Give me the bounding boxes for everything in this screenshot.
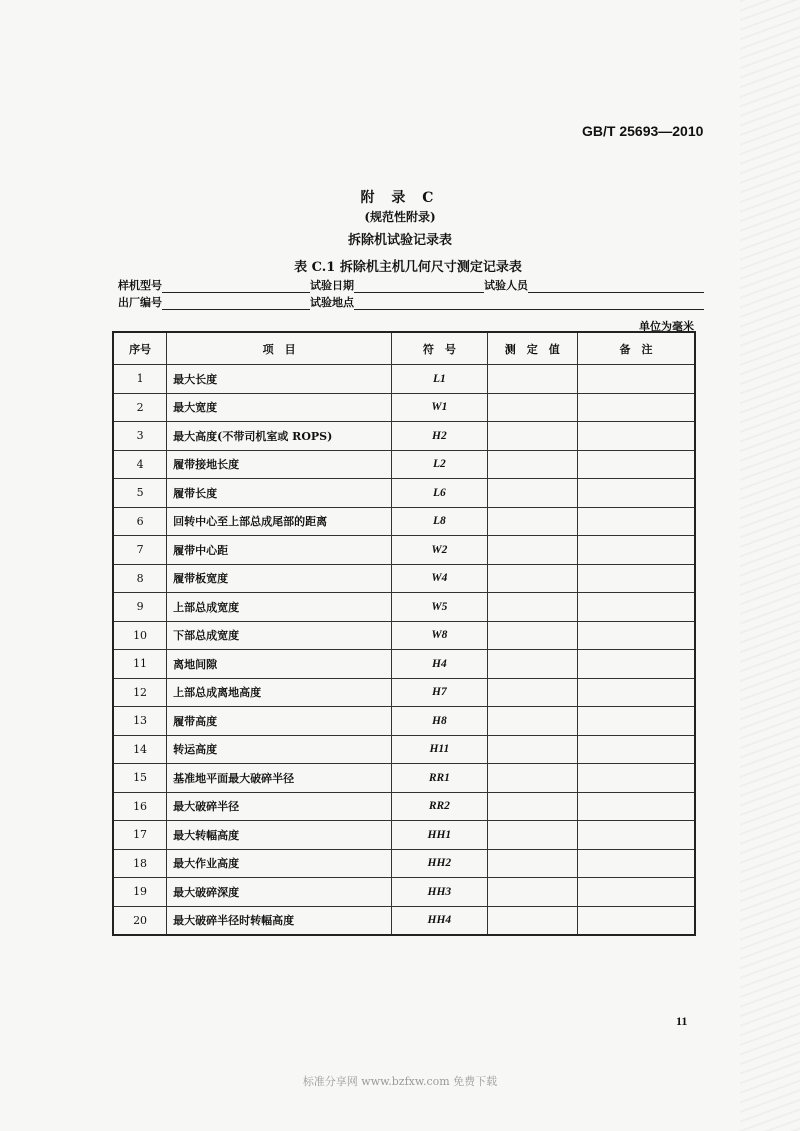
header-remark: 备 注 [578,332,695,365]
row-symbol: H8 [392,707,487,736]
row-remark-cell[interactable] [578,593,695,622]
field-line-test-date[interactable] [354,280,484,293]
field-line-location[interactable] [354,297,704,310]
table-row [113,593,695,622]
table-row [113,422,695,451]
row-value-cell[interactable] [487,365,577,394]
row-value-cell[interactable] [487,849,577,878]
row-remark-cell[interactable] [578,792,695,821]
table-row [113,564,695,593]
row-no: 20 [113,906,167,935]
row-remark-cell[interactable] [578,507,695,536]
row-symbol: H2 [392,422,487,451]
row-value-cell[interactable] [487,906,577,935]
table-row [113,678,695,707]
table-row [113,764,695,793]
row-symbol: H7 [392,678,487,707]
row-value-cell[interactable] [487,564,577,593]
row-no: 6 [113,507,167,536]
row-no: 14 [113,735,167,764]
row-symbol: L8 [392,507,487,536]
annex-type: (规范性附录) [364,210,436,224]
row-symbol: L2 [392,450,487,479]
row-remark-cell[interactable] [578,906,695,935]
row-no: 2 [113,393,167,422]
row-item: 上部总成宽度 [167,593,392,622]
row-value-cell[interactable] [487,422,577,451]
table-header-row [113,332,695,365]
row-remark-cell[interactable] [578,450,695,479]
row-item: 离地间隙 [167,650,392,679]
row-no: 17 [113,821,167,850]
row-no: 19 [113,878,167,907]
row-remark-cell[interactable] [578,821,695,850]
annex-label: 附 录 C [360,190,440,206]
record-table [112,331,696,936]
row-value-cell[interactable] [487,792,577,821]
annex-title: 拆除机试验记录表 [347,233,452,248]
row-value-cell[interactable] [487,707,577,736]
row-value-cell[interactable] [487,878,577,907]
row-remark-cell[interactable] [578,707,695,736]
row-item: 最大作业高度 [167,849,392,878]
row-symbol: RR1 [392,764,487,793]
row-item: 最大破碎深度 [167,878,392,907]
row-symbol: L6 [392,479,487,508]
row-item: 转运高度 [167,735,392,764]
row-item: 回转中心至上部总成尾部的距离 [167,507,392,536]
field-line-model[interactable] [162,280,310,293]
row-item: 履带高度 [167,707,392,736]
row-remark-cell[interactable] [578,764,695,793]
row-symbol: W5 [392,593,487,622]
field-row-2 [118,295,704,310]
row-remark-cell[interactable] [578,678,695,707]
row-no: 7 [113,536,167,565]
row-symbol: L1 [392,365,487,394]
table-row [113,650,695,679]
table-row [113,536,695,565]
row-remark-cell[interactable] [578,393,695,422]
row-symbol: HH2 [392,849,487,878]
table-row [113,479,695,508]
table-row [113,450,695,479]
header-symbol: 符 号 [392,332,487,365]
row-no: 4 [113,450,167,479]
row-no: 18 [113,849,167,878]
row-value-cell[interactable] [487,678,577,707]
row-no: 13 [113,707,167,736]
row-item: 履带中心距 [167,536,392,565]
row-item: 最大破碎半径 [167,792,392,821]
row-symbol: HH3 [392,878,487,907]
field-label-test-date: 试验日期 [310,279,354,292]
row-item: 最大长度 [167,365,392,394]
row-remark-cell[interactable] [578,365,695,394]
row-item: 基准地平面最大破碎半径 [167,764,392,793]
row-symbol: W2 [392,536,487,565]
table-row [113,621,695,650]
row-no: 10 [113,621,167,650]
row-value-cell[interactable] [487,507,577,536]
header-value: 测 定 值 [487,332,577,365]
field-row-1 [118,278,704,293]
row-item: 最大高度(不带司机室或 ROPS) [167,422,392,451]
row-no: 8 [113,564,167,593]
row-item: 最大破碎半径时转幅高度 [167,906,392,935]
row-value-cell[interactable] [487,621,577,650]
row-remark-cell[interactable] [578,479,695,508]
row-value-cell[interactable] [487,536,577,565]
row-no: 3 [113,422,167,451]
row-value-cell[interactable] [487,593,577,622]
row-item: 最大转幅高度 [167,821,392,850]
table-row [113,906,695,935]
row-symbol: HH1 [392,821,487,850]
row-item: 履带接地长度 [167,450,392,479]
table-row [113,792,695,821]
row-symbol: W1 [392,393,487,422]
row-symbol: W8 [392,621,487,650]
table-row [113,849,695,878]
row-item: 下部总成宽度 [167,621,392,650]
table-row [113,365,695,394]
row-no: 11 [113,650,167,679]
row-no: 12 [113,678,167,707]
row-symbol: H4 [392,650,487,679]
table-row [113,707,695,736]
table-row [113,507,695,536]
row-remark-cell[interactable] [578,536,695,565]
row-item: 履带板宽度 [167,564,392,593]
row-value-cell[interactable] [487,393,577,422]
row-symbol: H11 [392,735,487,764]
row-value-cell[interactable] [487,764,577,793]
row-value-cell[interactable] [487,650,577,679]
field-line-serial[interactable] [162,297,310,310]
row-value-cell[interactable] [487,821,577,850]
row-value-cell[interactable] [487,735,577,764]
header-no: 序号 [113,332,167,365]
row-remark-cell[interactable] [578,621,695,650]
row-no: 15 [113,764,167,793]
row-remark-cell[interactable] [578,735,695,764]
field-label-location: 试验地点 [310,296,354,309]
row-remark-cell[interactable] [578,849,695,878]
row-no: 5 [113,479,167,508]
row-value-cell[interactable] [487,450,577,479]
field-line-tester[interactable] [528,280,704,293]
row-no: 16 [113,792,167,821]
header-item: 项 目 [167,332,392,365]
row-item: 履带长度 [167,479,392,508]
row-remark-cell[interactable] [578,650,695,679]
row-remark-cell[interactable] [578,878,695,907]
table-row [113,821,695,850]
table-row [113,393,695,422]
scan-noise [740,0,800,1131]
row-item: 最大宽度 [167,393,392,422]
row-no: 9 [113,593,167,622]
row-symbol: W4 [392,564,487,593]
standard-number: GB/T 25693—2010 [582,123,704,139]
watermark: 标准分享网 www.bzfxw.com 免费下载 [302,1075,498,1088]
field-label-tester: 试验人员 [484,279,528,292]
row-remark-cell[interactable] [578,564,695,593]
row-symbol: RR2 [392,792,487,821]
table-caption: 表 C.1 拆除机主机几何尺寸测定记录表 [294,260,522,275]
page-number: 11 [676,1014,688,1028]
row-symbol: HH4 [392,906,487,935]
row-remark-cell[interactable] [578,422,695,451]
field-label-model: 样机型号 [118,279,162,292]
unit-note: 单位为毫米 [639,320,694,333]
table-row [113,878,695,907]
row-no: 1 [113,365,167,394]
field-label-serial: 出厂编号 [118,296,162,309]
row-value-cell[interactable] [487,479,577,508]
row-item: 上部总成离地高度 [167,678,392,707]
table-row [113,735,695,764]
